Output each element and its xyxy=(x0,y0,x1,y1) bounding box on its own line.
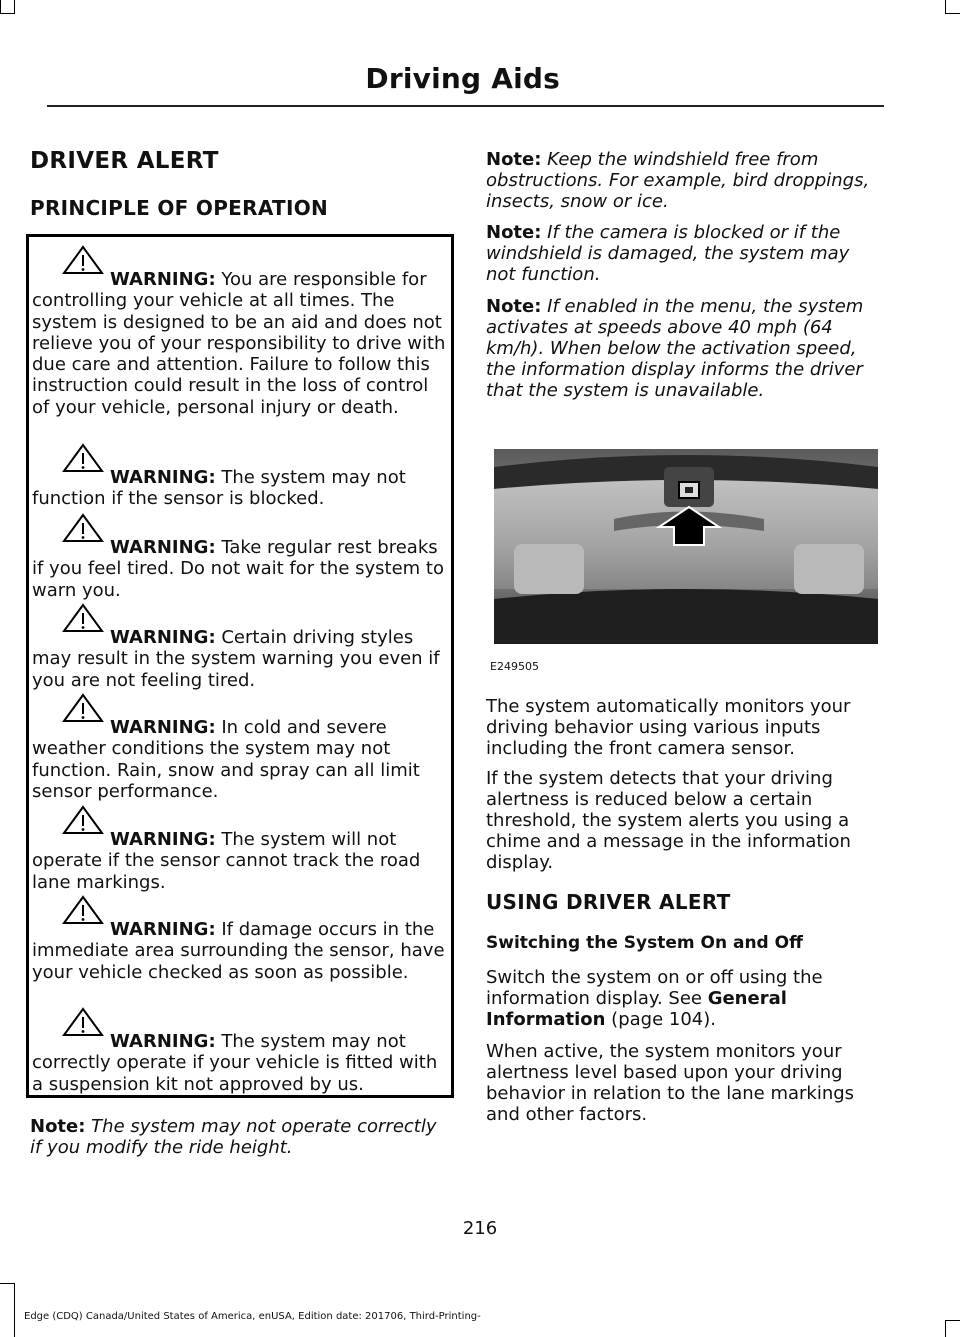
note-ride-height xyxy=(30,1116,452,1158)
warning-label: WARNING: xyxy=(110,269,216,290)
crop-mark xyxy=(945,0,946,14)
para-active: When active, the system monitors your alertness level based upon your driving behavior in relation to the lane markings and other factors. xyxy=(486,1041,855,1125)
crop-mark xyxy=(946,1320,960,1321)
heading-using-driver-alert: USING DRIVER ALERT xyxy=(486,890,731,914)
warning-item xyxy=(32,829,450,893)
note-camera-blocked xyxy=(486,222,882,285)
note-text: If enabled in the menu, the system activates at speeds above 40 mph (64 km/h). When below the activation speed, the information display informs the driver that the system is unavailable. xyxy=(486,296,864,401)
crop-mark xyxy=(14,1283,15,1337)
para-switch xyxy=(486,967,876,1030)
section-title: Driving Aids xyxy=(365,62,560,95)
warning-label: WARNING: xyxy=(110,717,216,738)
warning-label: WARNING: xyxy=(110,829,216,850)
warning-item xyxy=(32,1031,450,1095)
heading-principle-of-operation: PRINCIPLE OF OPERATION xyxy=(30,196,329,220)
warning-triangle-icon xyxy=(62,245,104,275)
general-information-link[interactable]: General Information xyxy=(486,988,787,1030)
warning-text: You are responsible for controlling your vehicle at all times. The system is designed to be an aid and does not relieve you of your responsibility to drive with due care and attention. Failure to follow this instruction could result in the loss of control of your vehicle, personal injury or death. xyxy=(32,269,446,418)
page-number: 216 xyxy=(462,1218,498,1239)
crop-mark xyxy=(0,1283,14,1284)
heading-driver-alert: DRIVER ALERT xyxy=(30,148,219,174)
warning-text: The system may not function if the sensor is blocked. xyxy=(32,467,406,510)
warning-triangle-icon xyxy=(62,693,104,723)
warning-label: WARNING: xyxy=(110,537,216,558)
warning-label: WARNING: xyxy=(110,1031,216,1052)
warning-triangle-icon xyxy=(62,895,104,925)
warning-text: In cold and severe weather conditions the system may not function. Rain, snow and spray can all limit sensor performance. xyxy=(32,717,420,802)
warning-text: Certain driving styles may result in the system warning you even if you are not feeling tired. xyxy=(32,627,440,691)
edition-footer: Edge (CDQ) Canada/United States of America, enUSA, Edition date: 201706, Third-Printing- xyxy=(24,1311,481,1322)
crop-mark xyxy=(14,0,15,14)
note-label: Note: xyxy=(30,1116,86,1137)
crop-mark xyxy=(945,1320,946,1337)
note-label: Note: xyxy=(486,149,542,170)
crop-mark xyxy=(0,13,14,14)
warning-box xyxy=(26,234,454,1098)
note-activation-speed xyxy=(486,296,876,401)
para-switch-text: Switch the system on or off using the information display. See xyxy=(486,967,823,1009)
note-text: The system may not operate correctly if you modify the ride height. xyxy=(30,1116,437,1158)
warning-item xyxy=(32,537,450,601)
figure-code: E249505 xyxy=(490,660,539,673)
warning-text: Take regular rest breaks if you feel tired. Do not wait for the system to warn you. xyxy=(32,537,444,601)
warning-label: WARNING: xyxy=(110,627,216,648)
windshield-camera-figure xyxy=(494,449,878,644)
warning-item xyxy=(32,467,450,510)
warning-text: The system will not operate if the sensor cannot track the road lane markings. xyxy=(32,829,421,893)
warning-label: WARNING: xyxy=(110,467,216,488)
warning-triangle-icon xyxy=(62,805,104,835)
warning-triangle-icon xyxy=(62,603,104,633)
warning-text: The system may not correctly operate if your vehicle is fitted with a suspension kit not approved by us. xyxy=(32,1031,438,1095)
note-windshield-clear xyxy=(486,149,882,212)
note-label: Note: xyxy=(486,296,542,317)
crop-mark xyxy=(946,13,960,14)
para-monitor: The system automatically monitors your driving behavior using various inputs including the front camera sensor. xyxy=(486,696,851,759)
header-divider xyxy=(47,105,884,107)
warning-text: If damage occurs in the immediate area surrounding the sensor, have your vehicle checked as soon as possible. xyxy=(32,919,445,983)
para-detect: If the system detects that your driving alertness is reduced below a certain threshold, the system alerts you using a chime and a message in the information display. xyxy=(486,768,851,873)
warning-triangle-icon xyxy=(62,1007,104,1037)
note-label: Note: xyxy=(486,222,542,243)
note-text: If the camera is blocked or if the windshield is damaged, the system may not function. xyxy=(486,222,850,285)
warning-item xyxy=(32,919,450,983)
warning-item xyxy=(32,627,450,691)
crop-mark xyxy=(0,0,1,14)
warning-triangle-icon xyxy=(62,443,104,473)
warning-item xyxy=(32,269,450,418)
warning-label: WARNING: xyxy=(110,919,216,940)
note-text: Keep the windshield free from obstructions. For example, bird droppings, insects, snow or ice. xyxy=(486,149,870,212)
warning-item xyxy=(32,717,450,802)
para-switch-page-ref: (page 104). xyxy=(605,1009,716,1030)
heading-switching-system: Switching the System On and Off xyxy=(486,933,803,953)
warning-triangle-icon xyxy=(62,513,104,543)
